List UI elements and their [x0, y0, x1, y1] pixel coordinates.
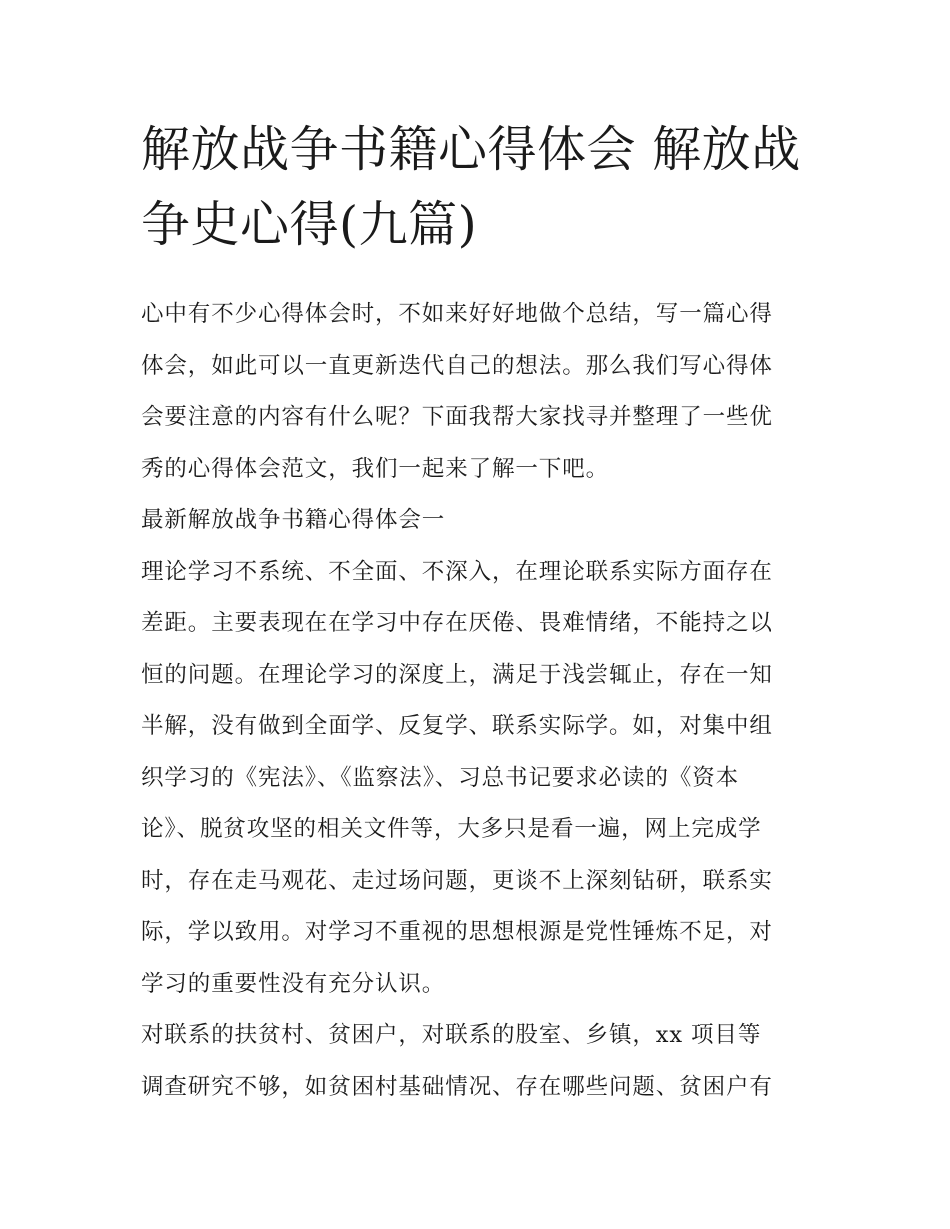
body-paragraph: 理论学习不系统、不全面、不深入，在理论联系实际方面存在 差距。主要表现在在学习中存在厌倦、畏难情绪，不能持之以 恒的问题。在理论学习的深度上，满足于浅尝辄止，存在一知 半解，没有做到全面学、反复学、联系实际学。如，对集中组 织学习的《宪法》、《监察法》、习总书记要求必读的《资本 论》、脱贫攻坚的相关文件等，大多只是看一遍，网上完成学 时，存在走马观花、走过场问题，更谈不上深刻钻研，联系实 际，学以致用。对学习不重视的思想根源是党性锤炼不足，对 学习的重要性没有充分认识。 — [141, 558, 773, 997]
section-heading: 最新解放战争书籍心得体会一 — [141, 507, 446, 533]
document-title: 解放战争书籍心得体会 解放战 争史心得(九篇) — [141, 121, 801, 253]
body-paragraph: 对联系的扶贫村、贫困户，对联系的股室、乡镇，xx 项目等 调查研究不够，如贫困村基础情况、存在哪些问题、贫困户有 — [141, 1022, 773, 1100]
document-body — [141, 112, 813, 1113]
intro-paragraph: 心中有不少心得体会时，不如来好好地做个总结，写一篇心得 体会，如此可以一直更新迭代自己的想法。那么我们写心得体 会要注意的内容有什么呢？下面我帮大家找寻并整理了一些优 秀的心得体会范文，我们一起来了解一下吧。 — [141, 301, 773, 482]
